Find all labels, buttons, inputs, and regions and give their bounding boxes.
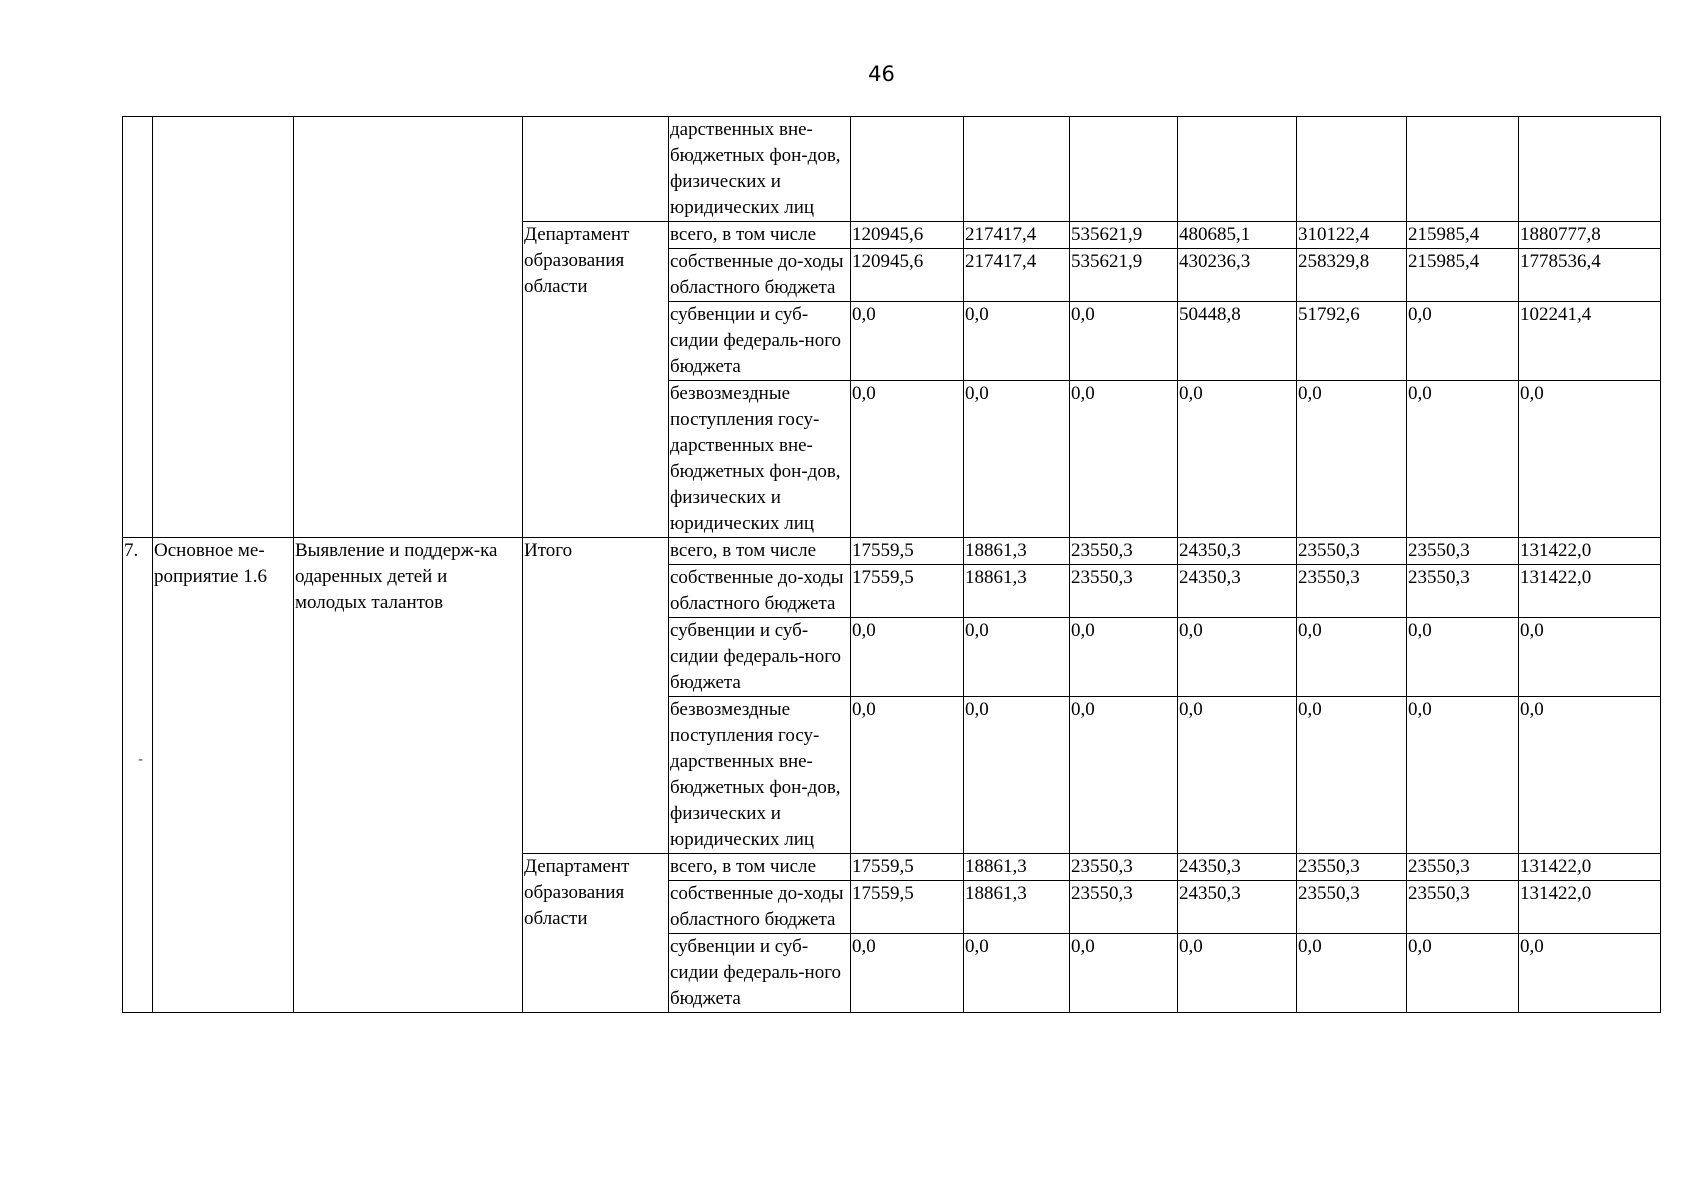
funding-source-cell: субвенции и суб-сидии федераль-ного бюджета — [669, 618, 851, 697]
value-cell: 23550,3 — [1297, 565, 1407, 618]
value-cell: 23550,3 — [1407, 538, 1519, 565]
value-cell: 0,0 — [851, 618, 964, 697]
budget-table — [122, 116, 1661, 1013]
value-cell: 120945,6 — [851, 249, 964, 302]
funding-source-cell: субвенции и суб-сидии федераль-ного бюджета — [669, 302, 851, 381]
value-cell: 0,0 — [1519, 697, 1661, 854]
value-cell: 17559,5 — [851, 565, 964, 618]
funding-source-cell: всего, в том числе — [669, 538, 851, 565]
value-cell: 23550,3 — [1407, 881, 1519, 934]
value-cell: 120945,6 — [851, 222, 964, 249]
value-cell: 24350,3 — [1178, 854, 1297, 881]
value-cell: 0,0 — [1178, 618, 1297, 697]
value-cell: 23550,3 — [1407, 565, 1519, 618]
value-cell: 17559,5 — [851, 881, 964, 934]
item-number-cell: 7. — [123, 538, 153, 1013]
value-cell: 23550,3 — [1297, 538, 1407, 565]
value-cell — [851, 117, 964, 222]
funding-source-cell: безвозмездные поступления госу-дарственных вне-бюджетных фон-дов, физических и юридических лиц — [669, 381, 851, 538]
value-cell: 23550,3 — [1297, 881, 1407, 934]
value-cell: 23550,3 — [1070, 881, 1178, 934]
item-name-cell: Основное ме-роприятие 1.6 — [153, 538, 294, 1013]
value-cell: 18861,3 — [964, 565, 1070, 618]
funding-source-cell: всего, в том числе — [669, 854, 851, 881]
value-cell: 0,0 — [964, 934, 1070, 1013]
value-cell: 0,0 — [851, 697, 964, 854]
table-row — [123, 538, 1661, 565]
value-cell: 23550,3 — [1407, 854, 1519, 881]
value-cell: 535621,9 — [1070, 249, 1178, 302]
value-cell: 0,0 — [1070, 381, 1178, 538]
funding-source-cell: собственные до-ходы областного бюджета — [669, 881, 851, 934]
item-name-cell — [153, 117, 294, 538]
value-cell: 0,0 — [1407, 934, 1519, 1013]
value-cell: 0,0 — [1178, 381, 1297, 538]
value-cell: 1880777,8 — [1519, 222, 1661, 249]
value-cell: 131422,0 — [1519, 881, 1661, 934]
value-cell: 535621,9 — [1070, 222, 1178, 249]
value-cell: 0,0 — [1519, 934, 1661, 1013]
value-cell — [1407, 117, 1519, 222]
value-cell — [1297, 117, 1407, 222]
value-cell: 0,0 — [1519, 381, 1661, 538]
value-cell: 0,0 — [1407, 302, 1519, 381]
value-cell: 0,0 — [851, 381, 964, 538]
value-cell: 217417,4 — [964, 249, 1070, 302]
value-cell: 217417,4 — [964, 222, 1070, 249]
page-number: 46 — [868, 62, 895, 86]
value-cell: 258329,8 — [1297, 249, 1407, 302]
value-cell: 0,0 — [1297, 697, 1407, 854]
value-cell: 480685,1 — [1178, 222, 1297, 249]
value-cell: 0,0 — [1178, 697, 1297, 854]
item-number-cell — [123, 117, 153, 538]
funding-source-cell: собственные до-ходы областного бюджета — [669, 249, 851, 302]
side-mark: - — [138, 752, 144, 768]
department-cell — [523, 117, 669, 222]
funding-source-cell: субвенции и суб-сидии федераль-ного бюджета — [669, 934, 851, 1013]
value-cell: 215985,4 — [1407, 222, 1519, 249]
value-cell: 0,0 — [964, 302, 1070, 381]
item-description-cell — [294, 117, 523, 538]
value-cell: 0,0 — [1070, 697, 1178, 854]
department-cell: Итого — [523, 538, 669, 854]
value-cell: 430236,3 — [1178, 249, 1297, 302]
funding-source-cell: собственные до-ходы областного бюджета — [669, 565, 851, 618]
value-cell: 0,0 — [964, 618, 1070, 697]
value-cell: 23550,3 — [1070, 565, 1178, 618]
value-cell: 0,0 — [851, 934, 964, 1013]
value-cell: 0,0 — [1297, 618, 1407, 697]
funding-source-cell: всего, в том числе — [669, 222, 851, 249]
value-cell — [1519, 117, 1661, 222]
value-cell: 0,0 — [964, 381, 1070, 538]
value-cell — [1178, 117, 1297, 222]
value-cell: 0,0 — [1297, 934, 1407, 1013]
value-cell: 17559,5 — [851, 854, 964, 881]
value-cell: 0,0 — [851, 302, 964, 381]
department-cell: Департамент образования области — [523, 222, 669, 538]
continued-row — [123, 117, 1661, 222]
value-cell: 0,0 — [1407, 697, 1519, 854]
value-cell: 0,0 — [1407, 381, 1519, 538]
department-cell: Департамент образования области — [523, 854, 669, 1013]
value-cell: 23550,3 — [1070, 538, 1178, 565]
value-cell: 18861,3 — [964, 881, 1070, 934]
value-cell: 18861,3 — [964, 538, 1070, 565]
value-cell: 0,0 — [1070, 302, 1178, 381]
value-cell: 18861,3 — [964, 854, 1070, 881]
value-cell: 131422,0 — [1519, 854, 1661, 881]
value-cell: 17559,5 — [851, 538, 964, 565]
value-cell: 23550,3 — [1297, 854, 1407, 881]
value-cell: 0,0 — [1407, 618, 1519, 697]
item-description-cell: Выявление и поддерж-ка одаренных детей и молодых талантов — [294, 538, 523, 1013]
value-cell: 24350,3 — [1178, 881, 1297, 934]
funding-source-cell: дарственных вне-бюджетных фон-дов, физических и юридических лиц — [669, 117, 851, 222]
value-cell: 0,0 — [1519, 618, 1661, 697]
value-cell: 131422,0 — [1519, 565, 1661, 618]
value-cell: 0,0 — [1070, 618, 1178, 697]
value-cell: 310122,4 — [1297, 222, 1407, 249]
value-cell: 0,0 — [1297, 381, 1407, 538]
value-cell: 50448,8 — [1178, 302, 1297, 381]
value-cell: 0,0 — [1178, 934, 1297, 1013]
value-cell — [964, 117, 1070, 222]
value-cell: 24350,3 — [1178, 565, 1297, 618]
value-cell — [1070, 117, 1178, 222]
value-cell: 51792,6 — [1297, 302, 1407, 381]
value-cell: 215985,4 — [1407, 249, 1519, 302]
funding-source-cell: безвозмездные поступления госу-дарственных вне-бюджетных фон-дов, физических и юридических лиц — [669, 697, 851, 854]
value-cell: 0,0 — [964, 697, 1070, 854]
value-cell: 24350,3 — [1178, 538, 1297, 565]
value-cell: 102241,4 — [1519, 302, 1661, 381]
value-cell: 23550,3 — [1070, 854, 1178, 881]
value-cell: 1778536,4 — [1519, 249, 1661, 302]
value-cell: 131422,0 — [1519, 538, 1661, 565]
value-cell: 0,0 — [1070, 934, 1178, 1013]
